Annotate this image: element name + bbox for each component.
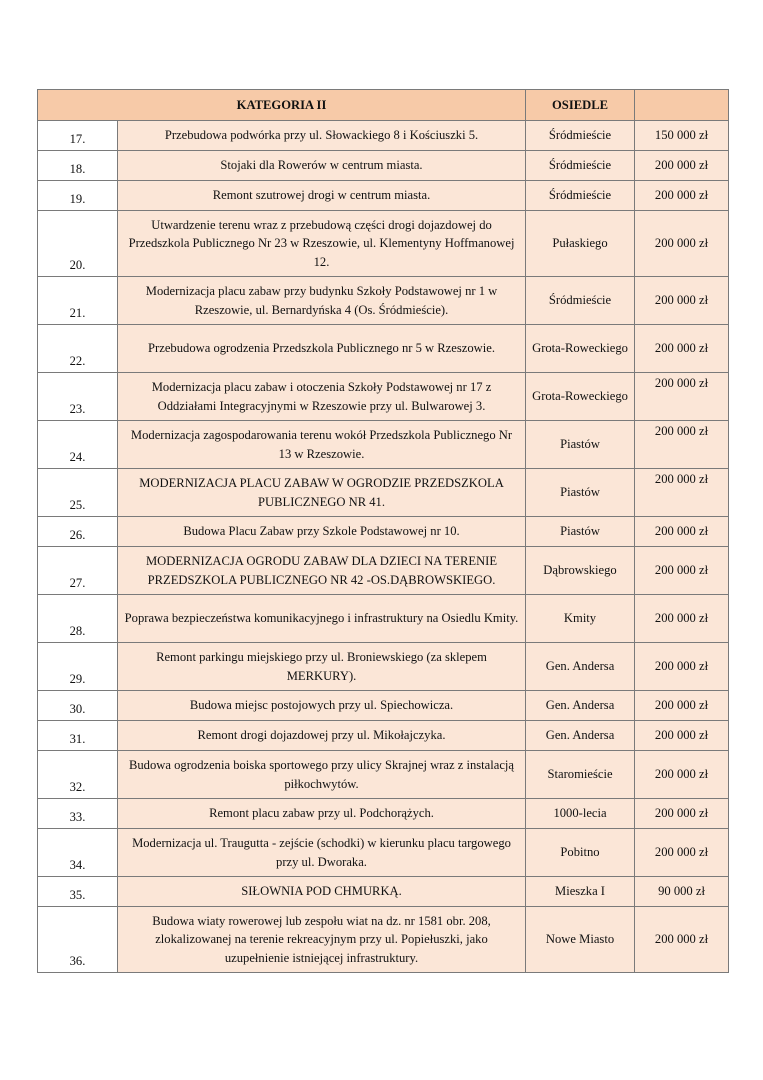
amount-value: 200 000 zł [635,325,729,373]
header-estate: OSIEDLE [526,90,635,121]
row-number: 33. [38,799,118,829]
estate-name: Dąbrowskiego [526,547,635,595]
row-number: 35. [38,877,118,907]
project-name: Remont szutrowej drogi w centrum miasta. [118,181,526,211]
amount-value: 200 000 zł [635,373,729,421]
header-amount [635,90,729,121]
project-name: MODERNIZACJA OGRODU ZABAW DLA DZIECI NA TERENIE PRZEDSZKOLA PUBLICZNEGO NR 42 -OS.DĄBROWSKIEGO. [118,547,526,595]
amount-value: 200 000 zł [635,277,729,325]
table-row [38,421,729,469]
estate-name: Gen. Andersa [526,643,635,691]
table-header-row [38,90,729,121]
project-name: Przebudowa ogrodzenia Przedszkola Publicznego nr 5 w Rzeszowie. [118,325,526,373]
estate-name: Mieszka I [526,877,635,907]
table-row [38,325,729,373]
amount-value: 200 000 zł [635,421,729,469]
amount-value: 200 000 zł [635,469,729,517]
table-row [38,799,729,829]
amount-value: 200 000 zł [635,517,729,547]
row-number: 21. [38,277,118,325]
amount-value: 200 000 zł [635,751,729,799]
row-number: 27. [38,547,118,595]
estate-name: Piastów [526,421,635,469]
project-name: Poprawa bezpieczeństwa komunikacyjnego i infrastruktury na Osiedlu Kmity. [118,595,526,643]
row-number: 30. [38,691,118,721]
projects-table [37,89,729,973]
estate-name: Grota-Roweckiego [526,325,635,373]
project-name: Modernizacja zagospodarowania terenu wokół Przedszkola Publicznego Nr 13 w Rzeszowie. [118,421,526,469]
project-name: Utwardzenie terenu wraz z przebudową części drogi dojazdowej do Przedszkola Publicznego Nr 23 w Rzeszowie, ul. Klementyny Hoffmanowej 12. [118,211,526,277]
row-number: 24. [38,421,118,469]
project-name: Modernizacja placu zabaw przy budynku Szkoły Podstawowej nr 1 w Rzeszowie, ul. Bernardyńska 4 (Os. Śródmieście). [118,277,526,325]
project-name: Modernizacja placu zabaw i otoczenia Szkoły Podstawowej nr 17 z Oddziałami Integracyjnymi w Rzeszowie przy ul. Bulwarowej 3. [118,373,526,421]
estate-name: Śródmieście [526,151,635,181]
table-row [38,151,729,181]
row-number: 18. [38,151,118,181]
row-number: 22. [38,325,118,373]
estate-name: Gen. Andersa [526,691,635,721]
row-number: 20. [38,211,118,277]
row-number: 28. [38,595,118,643]
row-number: 17. [38,121,118,151]
project-name: MODERNIZACJA PLACU ZABAW W OGRODZIE PRZEDSZKOLA PUBLICZNEGO NR 41. [118,469,526,517]
estate-name: Grota-Roweckiego [526,373,635,421]
estate-name: Piastów [526,517,635,547]
row-number: 26. [38,517,118,547]
estate-name: Śródmieście [526,121,635,151]
amount-value: 200 000 zł [635,907,729,973]
table-row [38,595,729,643]
estate-name: Kmity [526,595,635,643]
table-row [38,373,729,421]
project-name: Stojaki dla Rowerów w centrum miasta. [118,151,526,181]
project-name: Budowa wiaty rowerowej lub zespołu wiat na dz. nr 1581 obr. 208, zlokalizowanej na terenie rekreacyjnym przy ul. Popiełuszki, jako uzupełnienie istniejącej infrastruktury. [118,907,526,973]
estate-name: Śródmieście [526,277,635,325]
table-row [38,721,729,751]
project-name: Przebudowa podwórka przy ul. Słowackiego 8 i Kościuszki 5. [118,121,526,151]
row-number: 32. [38,751,118,799]
project-name: Remont placu zabaw przy ul. Podchorążych. [118,799,526,829]
amount-value: 200 000 zł [635,547,729,595]
row-number: 25. [38,469,118,517]
amount-value: 200 000 zł [635,829,729,877]
estate-name: Śródmieście [526,181,635,211]
amount-value: 200 000 zł [635,691,729,721]
table-row [38,751,729,799]
estate-name: Gen. Andersa [526,721,635,751]
table-row [38,121,729,151]
estate-name: Piastów [526,469,635,517]
estate-name: 1000-lecia [526,799,635,829]
amount-value: 200 000 zł [635,799,729,829]
table-row [38,643,729,691]
row-number: 34. [38,829,118,877]
project-name: Budowa miejsc postojowych przy ul. Spiechowicza. [118,691,526,721]
table-row [38,277,729,325]
project-name: SIŁOWNIA POD CHMURKĄ. [118,877,526,907]
amount-value: 90 000 zł [635,877,729,907]
estate-name: Nowe Miasto [526,907,635,973]
amount-value: 200 000 zł [635,211,729,277]
table-row [38,691,729,721]
amount-value: 200 000 zł [635,595,729,643]
project-name: Budowa Placu Zabaw przy Szkole Podstawowej nr 10. [118,517,526,547]
estate-name: Staromieście [526,751,635,799]
header-category: KATEGORIA II [38,90,526,121]
table-row [38,877,729,907]
table-row [38,211,729,277]
estate-name: Pobitno [526,829,635,877]
amount-value: 150 000 zł [635,121,729,151]
row-number: 23. [38,373,118,421]
table-row [38,517,729,547]
amount-value: 200 000 zł [635,151,729,181]
amount-value: 200 000 zł [635,643,729,691]
row-number: 29. [38,643,118,691]
table-row [38,907,729,973]
row-number: 36. [38,907,118,973]
table-row [38,547,729,595]
row-number: 31. [38,721,118,751]
table-row [38,469,729,517]
table-row [38,829,729,877]
amount-value: 200 000 zł [635,181,729,211]
table-row [38,181,729,211]
project-name: Modernizacja ul. Traugutta - zejście (schodki) w kierunku placu targowego przy ul. Dworaka. [118,829,526,877]
estate-name: Pułaskiego [526,211,635,277]
project-name: Budowa ogrodzenia boiska sportowego przy ulicy Skrajnej wraz z instalacją piłkochwytów. [118,751,526,799]
project-name: Remont parkingu miejskiego przy ul. Broniewskiego (za sklepem MERKURY). [118,643,526,691]
project-name: Remont drogi dojazdowej przy ul. Mikołajczyka. [118,721,526,751]
amount-value: 200 000 zł [635,721,729,751]
row-number: 19. [38,181,118,211]
